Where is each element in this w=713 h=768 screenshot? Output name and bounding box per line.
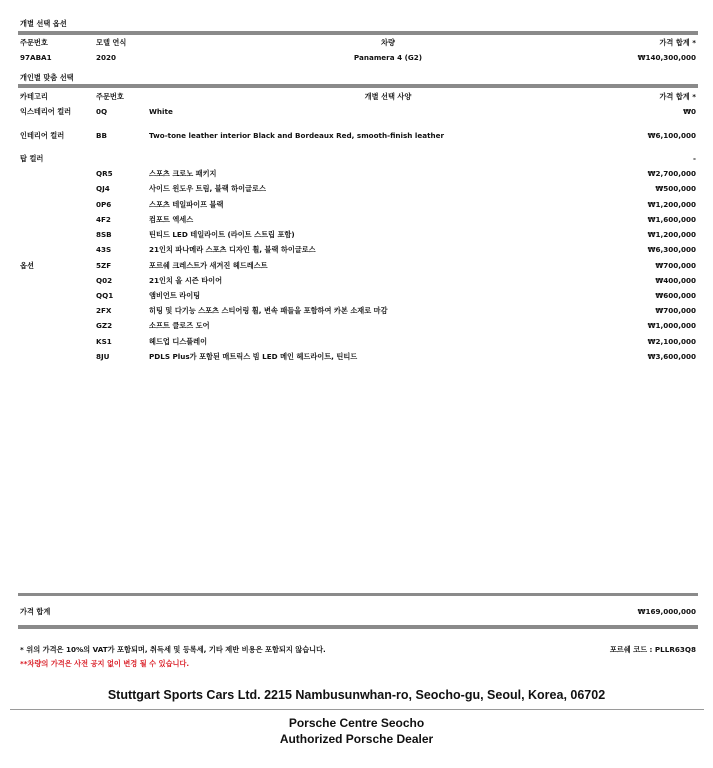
row-code: KS1 — [96, 337, 112, 346]
row-category: 탑 컬러 — [20, 154, 44, 163]
row-price: - — [693, 154, 696, 163]
row-code: 0P6 — [96, 200, 112, 209]
row-price: ₩6,100,000 — [647, 131, 696, 140]
header-spec: 개별 선택 사양 — [364, 92, 412, 101]
total-price: ₩169,000,000 — [637, 607, 696, 616]
model-year: 2020 — [96, 53, 117, 62]
row-code: 5ZF — [96, 261, 112, 270]
row-description: 사이드 윈도우 트림, 블랙 하이글로스 — [149, 184, 266, 193]
footer-divider — [10, 709, 704, 710]
row-description: 소프트 클로즈 도어 — [149, 321, 210, 330]
header-order-no: 주문번호 — [20, 38, 48, 47]
row-description: 스포츠 테일파이프 블랙 — [149, 200, 224, 209]
section-individual-options-title: 개별 선택 옵션 — [20, 19, 67, 28]
row-code: Q02 — [96, 276, 113, 285]
row-description: 히팅 및 다기능 스포츠 스티어링 휠, 변속 패들을 포함하여 카본 소재로 마감 — [149, 306, 388, 315]
row-price: ₩2,100,000 — [647, 337, 696, 346]
row-price: ₩2,700,000 — [647, 169, 696, 178]
row-category: 익스테리어 컬러 — [20, 107, 72, 116]
row-code: 0Q — [96, 107, 108, 116]
row-code: QQ1 — [96, 291, 114, 300]
row-price: ₩600,000 — [655, 291, 696, 300]
row-description: 스포츠 크로노 패키지 — [149, 169, 217, 178]
dealer-name: Porsche Centre Seocho — [288, 716, 425, 730]
row-price: ₩400,000 — [655, 276, 696, 285]
row-price: ₩1,200,000 — [647, 230, 696, 239]
row-price: ₩700,000 — [655, 261, 696, 270]
row-code: 8JU — [96, 352, 110, 361]
dealer-address: Stuttgart Sports Cars Ltd. 2215 Nambusunwhan-ro, Seocho-gu, Seoul, Korea, 06702 — [107, 688, 606, 702]
row-price: ₩3,600,000 — [647, 352, 696, 361]
row-code: 4F2 — [96, 215, 111, 224]
row-price: ₩1,000,000 — [647, 321, 696, 330]
total-divider-bottom — [18, 625, 698, 629]
row-description: 포르쉐 크레스트가 새겨진 헤드레스트 — [149, 261, 268, 270]
row-description: 21인치 올 시즌 타이어 — [149, 276, 223, 285]
total-divider-top — [18, 593, 698, 596]
row-description: 21인치 파나메라 스포츠 디자인 휠, 블랙 하이글로스 — [149, 245, 316, 254]
header-price: 가격 합계 * — [659, 38, 696, 47]
order-number: 97ABA1 — [20, 53, 52, 62]
vehicle-name: Panamera 4 (G2) — [353, 53, 423, 62]
header-vehicle: 차량 — [381, 38, 395, 47]
section-personalization-title: 개인별 맞춤 선택 — [20, 73, 74, 82]
vehicle-price: ₩140,300,000 — [637, 53, 696, 62]
row-code: GZ2 — [96, 321, 113, 330]
row-description: 틴티드 LED 테일라이트 (라이트 스트립 포함) — [149, 230, 295, 239]
section-divider — [18, 84, 698, 88]
total-label: 가격 합계 — [20, 607, 51, 616]
row-description: 앰비언트 라이팅 — [149, 291, 201, 300]
row-code: 43S — [96, 245, 112, 254]
vat-note: * 위의 가격은 10%의 VAT가 포함되며, 취득세 및 등록세, 기타 제반 비용은 포함되지 않습니다. — [20, 645, 326, 654]
row-code: QR5 — [96, 169, 113, 178]
header-category: 카테고리 — [20, 92, 48, 101]
section-divider — [18, 31, 698, 35]
price-change-note: **차량의 가격은 사전 공지 없이 변경 될 수 있습니다. — [20, 659, 190, 668]
header-model-year: 모델 연식 — [96, 38, 127, 47]
dealer-type: Authorized Porsche Dealer — [279, 732, 434, 746]
row-price: ₩500,000 — [655, 184, 696, 193]
row-category: 옵션 — [20, 261, 34, 270]
row-price: ₩6,300,000 — [647, 245, 696, 254]
row-price: ₩1,600,000 — [647, 215, 696, 224]
row-price: ₩700,000 — [655, 306, 696, 315]
row-description: 컴포트 엑세스 — [149, 215, 194, 224]
row-code: QJ4 — [96, 184, 110, 193]
row-description: 헤드업 디스플레이 — [149, 337, 208, 346]
row-description: Two-tone leather interior Black and Bordeaux Red, smooth-finish leather — [149, 131, 445, 140]
row-price: ₩0 — [683, 107, 696, 116]
porsche-code: 포르쉐 코드 : PLLR63Q8 — [609, 645, 696, 654]
row-code: 8SB — [96, 230, 112, 239]
row-description: White — [149, 107, 173, 116]
row-category: 인테리어 컬러 — [20, 131, 65, 140]
header-price: 가격 합계 * — [659, 92, 696, 101]
row-code: BB — [96, 131, 107, 140]
row-price: ₩1,200,000 — [647, 200, 696, 209]
row-code: 2FX — [96, 306, 112, 315]
header-order-no: 주문번호 — [96, 92, 124, 101]
row-description: PDLS Plus가 포함된 매트릭스 빔 LED 메인 헤드라이트, 틴티드 — [149, 352, 358, 361]
